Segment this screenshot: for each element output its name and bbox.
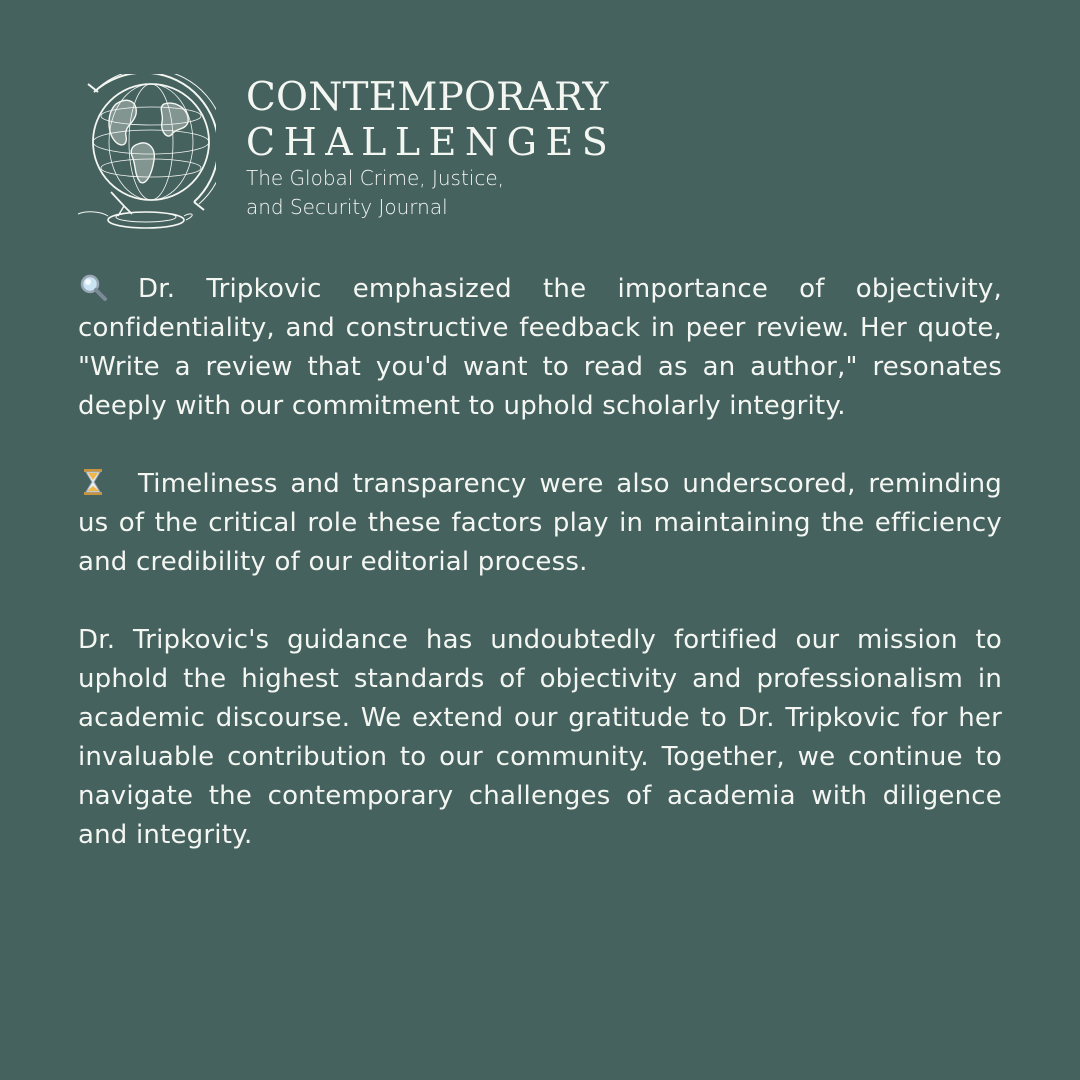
paragraph-text: Dr. Tripkovic emphasized the importance of objectivity, confidentiality, and constructive feedback in peer review. Her quote, "Write a review that you'd want to read as an author," resonates deeply with our commitment to uphold scholarly integrity. xyxy=(78,274,1002,421)
globe-icon xyxy=(76,74,216,232)
title-block xyxy=(246,76,716,222)
paragraph-gratitude xyxy=(78,621,1002,855)
paragraph-text: Dr. Tripkovic's guidance has undoubtedly fortified our mission to uphold the highest standards of objectivity and professionalism in academic discourse. We extend our gratitude to Dr. Tripkovic for her invaluable contribution to our community. Together, we continue to navigate the contemporary challenges of academia with diligence and integrity. xyxy=(78,625,1002,850)
journal-subtitle: The Global Crime, Justice, and Security Journal xyxy=(246,166,505,219)
hourglass-icon xyxy=(78,467,108,497)
magnifying-glass-icon xyxy=(78,272,108,302)
journal-title-second-line: CHALLENGES xyxy=(246,120,617,164)
paragraph-text: Timeliness and transparency were also underscored, reminding us of the critical role these factors play in maintaining the efficiency and credibility of our editorial process. xyxy=(78,469,1002,577)
journal-title: CONTEMPORARY xyxy=(246,75,609,120)
paragraph-timeliness xyxy=(78,465,1002,582)
article-body xyxy=(78,270,1002,894)
journal-header xyxy=(76,74,716,234)
paragraph-peer-review xyxy=(78,270,1002,426)
